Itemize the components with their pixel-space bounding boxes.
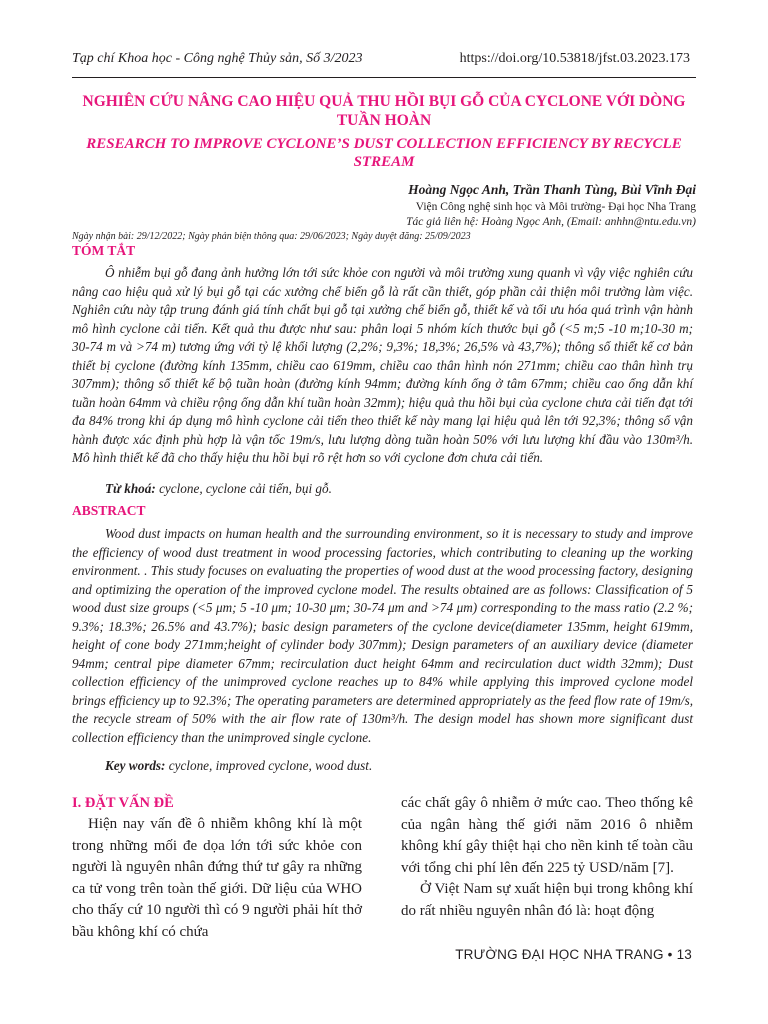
abstract-keywords-text: cyclone, improved cyclone, wood dust.	[168, 758, 373, 773]
tomtat-keywords-text: cyclone, cyclone cải tiến, bụi gỗ.	[159, 481, 332, 496]
abstract-heading: ABSTRACT	[72, 503, 146, 518]
footer-bullet: •	[667, 947, 673, 962]
intro-left-column: Hiện nay vấn đề ô nhiễm không khí là một trong những mối đe dọa lớn tới sức khỏe con người là nguyên nhân đứng thứ tư gây ra những ca tử vong trên toàn thế giới. Dữ liệu của WHO cho thấy cứ 10 người thì có 9 người phải hít thở bầu không khí có chứa	[72, 816, 362, 940]
intro-right-paragraph-1: các chất gây ô nhiễm ở mức cao. Theo thống kê của ngân hàng thế giới năm 2016 ô nhiễm không khí gây thiệt hại cho nền kinh tế toàn cầu với tổng chi phí lên đến 225 tỷ USD/năm [7].	[401, 795, 693, 876]
header-divider	[72, 77, 696, 78]
tomtat-keywords-label: Từ khoá:	[105, 481, 156, 496]
tomtat-body: Ô nhiễm bụi gỗ đang ảnh hưởng lớn tới sức khỏe con người và môi trường xung quanh vì vậy việc nghiên cứu nâng cao hiệu quả xử lý bụi gỗ tại các xưởng chế biến gỗ là rất cần thiết, góp phần cải thiện môi trường làm việc. Nghiên cứu này tập trung đánh giá tính chất bụi gỗ tại xưởng chế biến gỗ, thiết kế và tối ưu hóa quá trình vận hành mô hình cyclone cải tiến. Kết quả thu được như sau: phân loại 5 nhóm kích thước bụi gỗ (<5 m;5 -10 m;10-30 m; 30-74 m và >74 m) tương ứng với tỷ lệ khối lượng (2,2%; 9,3%; 18,3%; 26,5% và 43,7%); thông số thiết kế cơ bản thiết bị cyclone (đường kính 135mm, chiều cao 619mm, chiều cao thân hình nón 271mm; chiều cao thân hình trụ 307mm); thông số thiết kế bộ tuần hoàn (đường kính 94mm; đường kính ống ở tâm 67mm; chiều cao ống dẫn khí tuần hoàn 64mm và chiều rộng ống dẫn khí tuần hoàn 32mm); hiệu quả thu hồi bụi của cyclone chưa cải tiến đạt tới đa 84% trong khi áp dụng mô hình cyclone cải tiến theo thiết kế này mang lại hiệu quả lên tới 92,3%; thông số vận hành được xác định phù hợp là vận tốc 19m/s, lưu lượng dòng tuần hoàn 50% với lưu lượng khí đầu vào 130m³/h. Mô hình thiết kế đã cho thấy hiệu thu hồi bụi rõ rệt hơn so với cyclone đơn chưa cải tiến.	[72, 265, 693, 465]
footer-university: TRƯỜNG ĐẠI HỌC NHA TRANG	[455, 947, 664, 962]
affiliation: Viện Công nghệ sinh học và Môi trường- Đại học Nha Trang	[415, 201, 696, 213]
abstract-keywords	[105, 758, 372, 774]
page-footer	[455, 947, 692, 962]
paper-title-english: RESEARCH TO IMPROVE CYCLONE’S DUST COLLECTION EFFICIENCY BY RECYCLE STREAM	[86, 136, 682, 170]
journal-name: Tạp chí Khoa học - Công nghệ Thủy sản, Số 3/2023	[72, 51, 363, 66]
tomtat-keywords	[105, 481, 332, 497]
doi-link[interactable]: https://doi.org/10.53818/jfst.03.2023.173	[459, 51, 690, 66]
page-number: 13	[676, 947, 692, 962]
submission-dates: Ngày nhận bài: 29/12/2022; Ngày phản biện thông qua: 29/06/2023; Ngày duyệt đăng: 25/09/2023	[72, 231, 471, 242]
intro-right-column	[401, 793, 693, 922]
tomtat-heading: TÓM TẮT	[72, 243, 136, 258]
intro-right-paragraph-2: Ở Việt Nam sự xuất hiện bụi trong không khí do rất nhiều nguyên nhân đó là: hoạt động	[401, 881, 693, 919]
corresponding-author: Tác giả liên hệ: Hoàng Ngọc Anh, (Email: anhhn@ntu.edu.vn)	[406, 216, 696, 228]
paper-title-vietnamese: NGHIÊN CỨU NÂNG CAO HIỆU QUẢ THU HỒI BỤI GỖ CỦA CYCLONE VỚI DÒNG TUẦN HOÀN	[82, 93, 686, 129]
author-list: Hoàng Ngọc Anh, Trần Thanh Tùng, Bùi Vĩnh Đại	[408, 182, 696, 197]
abstract-keywords-label: Key words:	[105, 758, 166, 773]
abstract-body: Wood dust impacts on human health and the surrounding environment, so it is necessary to study and improve the efficiency of wood dust treatment in wood processing factories, which contributing to cleaning up the working environment. . This study focuses on evaluating the properties of wood dust at the wood processing factory, designing and optimizing the operation of the improved cyclone model. The results obtained are as follows: Classification of 5 wood dust size groups (<5 μm; 5 -10 μm; 10-30 μm; 30-74 μm and >74 μm) corresponding to the mass ratio (2.2 %; 9.3%; 18.3%; 26.5% and 43.7%); basic design parameters of the cyclone device(diameter 135mm, height 619mm, height of cone body 271mm;height of cylinder body 307mm); Design parameters of an auxiliary device (diameter 94mm; central pipe diameter 67mm; recirculation duct height 64mm and recirculation duct width 32mm); Dust collection efficiency of the unimproved cyclone reaches up to 84% while applying this improved cyclone model brings efficiency up to 92.3%; The operating parameters are determined appropriately as the feed flow rate of 19m/s, the recycle stream of 50% with the air flow rate of 130m³/h. The design model has shown more significant dust collection efficiency than the unimproved single cyclone.	[72, 526, 693, 745]
section-heading-introduction: I. ĐẶT VẤN ĐỀ	[72, 795, 174, 811]
